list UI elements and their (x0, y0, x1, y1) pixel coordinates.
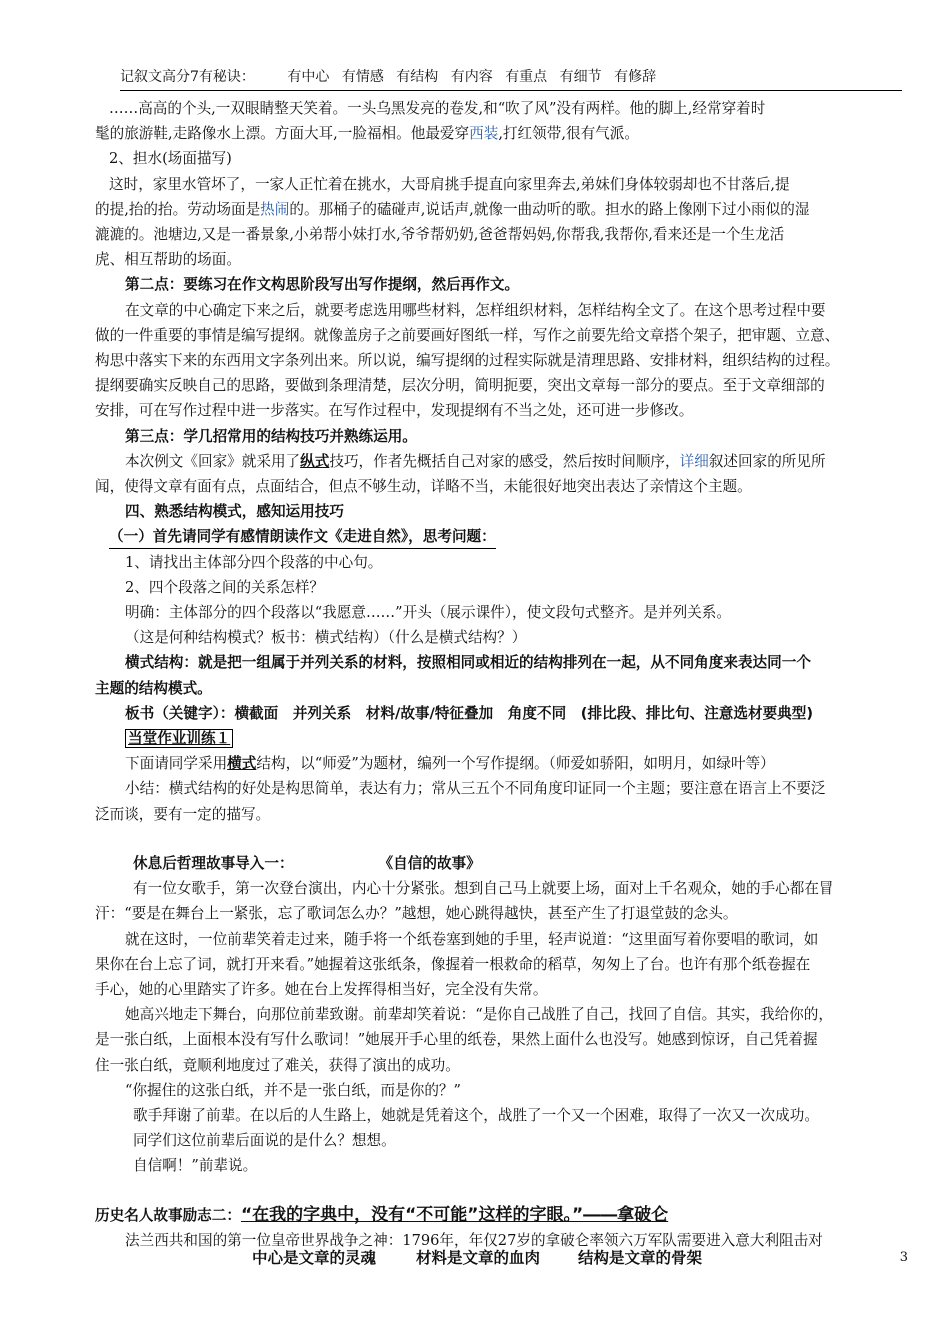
paragraph-line: 自信啊！”前辈说。 (133, 1157, 258, 1175)
spacer (95, 827, 910, 851)
paragraph-line: 汗：“要是在舞台上一紧张，忘了歌词怎么办？”越想，她心跳得越快，甚至产生了打退堂鼓的念头。 (95, 905, 738, 923)
header-motto: 记叙文高分7有秘诀： (120, 69, 255, 85)
definition-line: 主题的结构模式。 (95, 679, 212, 697)
header-keyword: 有情感 (341, 69, 384, 85)
link-text[interactable]: 热闹 (260, 200, 290, 218)
paragraph-line: 泛而谈，要有一定的描写。 (95, 805, 271, 823)
paragraph-line: 是一张白纸，上面根本没有写什么歌词！”她展开手心里的纸卷，果然上面什么也没写。她感到惊讶，自己凭着握 (95, 1031, 818, 1049)
header-keyword: 有修辞 (614, 69, 657, 85)
paragraph-line: 歌手拜谢了前辈。在以后的人生路上，她就是凭着这个，战胜了一个又一个困难，取得了一次又一次成功。 (133, 1106, 819, 1124)
footer-slogan: 中心是文章的灵魂 (252, 1249, 377, 1267)
link-text[interactable]: 详细 (679, 452, 709, 470)
footer-slogan: 材料是文章的血肉 (416, 1249, 541, 1267)
paragraph-line: 构思中落实下来的东西用文字条列出来。所以说，编写提纲的过程实际就是清理思路、安排材料，组织结构的过程。 (95, 352, 840, 370)
story-title: 《自信的故事》 (378, 854, 481, 872)
paragraph-line: 的提,抬的抬。劳动场面是热闹的。那桶子的磕碰声,说话声,就像一曲动听的歌。担水的路上像刚下过小雨似的湿 (95, 200, 810, 218)
document-body (95, 96, 910, 1253)
paragraph-line: 果你在台上忘了词，就打开来看。”她握着这张纸条，像握着一根救命的稻草，匆匆上了台。也许有那个纸卷握在 (95, 955, 811, 973)
paragraph-line: “你握住的这张白纸，并不是一张白纸，而是你的？” (125, 1081, 461, 1099)
header-keyword: 有细节 (559, 69, 602, 85)
exercise-title: 当堂作业训练１ (95, 726, 910, 751)
story-heading: 历史名人故事励志二：“在我的字典中，没有“不可能”这样的字眼。”――拿破仑 (95, 1204, 669, 1225)
paragraph-line: 有一位女歌手，第一次登台演出，内心十分紧张。想到自己马上就要上场，面对上千名观众，她的手心都在冒 (133, 880, 834, 898)
subheading: 2、担水(场面描写) (109, 150, 232, 168)
paragraph-line: 漉漉的。池塘边,又是一番景象,小弟帮小妹打水,爷爷帮奶奶,爸爸帮妈妈,你帮我,我帮你,看来还是一个生龙活 (95, 226, 785, 244)
paragraph-line: 闻，使得文章有面有点，点面结合，但点不够生动，详略不当，未能很好地突出表达了亲情这个主题。 (95, 478, 752, 496)
quote-heading: “在我的字典中，没有“不可能”这样的字眼。”――拿破仑 (240, 1204, 669, 1225)
header-keyword: 有中心 (287, 69, 330, 85)
footer-slogan: 结构是文章的骨架 (578, 1249, 703, 1267)
paragraph-line: 在文章的中心确定下来之后，就要考虑选用哪些材料，怎样组织材料，怎样结构全文了。在这个思考过程中要 (125, 301, 826, 319)
link-text[interactable]: 西装 (469, 125, 499, 143)
spacer (95, 1179, 910, 1203)
paragraph-line: 虎、相互帮助的场面。 (95, 251, 241, 269)
paragraph-line: 安排，可在写作过程中进一步落实。在写作过程中，发现提纲有不当之处，还可进一步修改。 (95, 402, 694, 420)
paragraph-line: 小结：横式结构的好处是构思简单，表达有力；常从三五个不同角度印证同一个主题；要注意在语言上不要泛 (125, 780, 826, 798)
underlined-term: 横式 (227, 755, 257, 773)
paragraph-line: 髦的旅游鞋,走路像水上漂。方面大耳,一脸福相。他最爱穿西装,打红领带,很有气派。 (95, 125, 639, 143)
underlined-term: 纵式 (300, 452, 330, 470)
paragraph-line: 提纲要确实反映自己的思路，要做到条理清楚，层次分明，简明扼要，突出文章每一部分的要点。至于文章细部的 (95, 377, 825, 395)
paragraph-line: 住一张白纸，竟顺利地度过了难关，获得了演出的成功。 (95, 1056, 460, 1074)
paragraph-line: 就在这时，一位前辈笑着走过来，随手将一个纸卷塞到她的手里，轻声说道：“这里面写着你要唱的歌词，如 (125, 930, 819, 948)
paragraph-line: 她高兴地走下舞台，向那位前辈致谢。前辈却笑着说：“是你自己战胜了自己，找回了自信。其实，我给你的， (125, 1006, 833, 1024)
paragraph-line: 本次例文《回家》就采用了纵式技巧，作者先概括自己对家的感受，然后按时间顺序，详细叙述回家的所见所 (125, 452, 826, 470)
header-keyword: 有结构 (396, 69, 439, 85)
question-item: 2、四个段落之间的关系怎样？ (125, 578, 325, 596)
page-number: 3 (899, 1250, 908, 1265)
paragraph-line: 下面请同学采用横式结构，以“师爱”为题材，编列一个写作提纲。（师爱如骄阳，如明月，如绿叶等） (125, 755, 775, 773)
paragraph-line: 这时，家里水管坏了，一家人正忙着在挑水，大哥肩挑手提直向家里奔去,弟妹们身体较弱却也不甘落后,提 (109, 175, 790, 193)
page-footer (0, 1246, 950, 1272)
definition-line: 横式结构：就是把一组属于并列关系的材料，按照相同或相近的结构排列在一起，从不同角度来表达同一个 (125, 654, 811, 672)
paragraph-line: 法兰西共和国的第一位皇帝世界战争之神：1796年，年仅27岁的拿破仑率领六万军队需要进入意大利阻击对 (125, 1231, 823, 1249)
page-header (120, 66, 902, 91)
paragraph-line: 做的一件重要的事情是编写提纲。就像盖房子之前要画好图纸一样，写作之前要先给文章搭个架子，把审题、立意、 (95, 326, 840, 344)
paragraph-line: 手心，她的心里踏实了许多。她在台上发挥得相当好，完全没有失常。 (95, 980, 548, 998)
header-keyword: 有重点 (505, 69, 548, 85)
subsection-heading: （一）首先请同学有感情朗读作文《走进自然》，思考问题： (95, 524, 910, 549)
paragraph-line: 同学们这位前辈后面说的是什么？想想。 (133, 1132, 396, 1150)
section-heading: 四、熟悉结构模式，感知运用技巧 (125, 503, 344, 521)
story-heading: 休息后哲理故事导入一： 《自信的故事》 (95, 851, 910, 876)
blackboard-keywords: 板书（关键字）：横截面 并列关系 材料/故事/特征叠加 角度不同 (排比段、排比句、注意选材要典型) (125, 704, 814, 722)
question-item: 1、请找出主体部分四个段落的中心句。 (125, 553, 383, 571)
section-heading: 第二点：要练习在作文构思阶段写出写作提纲，然后再作文。 (125, 276, 520, 294)
header-keyword: 有内容 (450, 69, 493, 85)
section-heading: 第三点：学几招常用的结构技巧并熟练运用。 (125, 427, 417, 445)
paragraph-line: ……高高的个头,一双眼睛整天笑着。一头乌黑发亮的卷发,和“吹了风”没有两样。他的脚上,经常穿着时 (109, 100, 766, 117)
paragraph-line: 明确：主体部分的四个段落以“我愿意……”开头（展示课件），使文段句式整齐。是并列关系。 (125, 604, 731, 622)
paragraph-line: （这是何种结构模式？板书：横式结构）（什么是横式结构？） (125, 629, 527, 647)
